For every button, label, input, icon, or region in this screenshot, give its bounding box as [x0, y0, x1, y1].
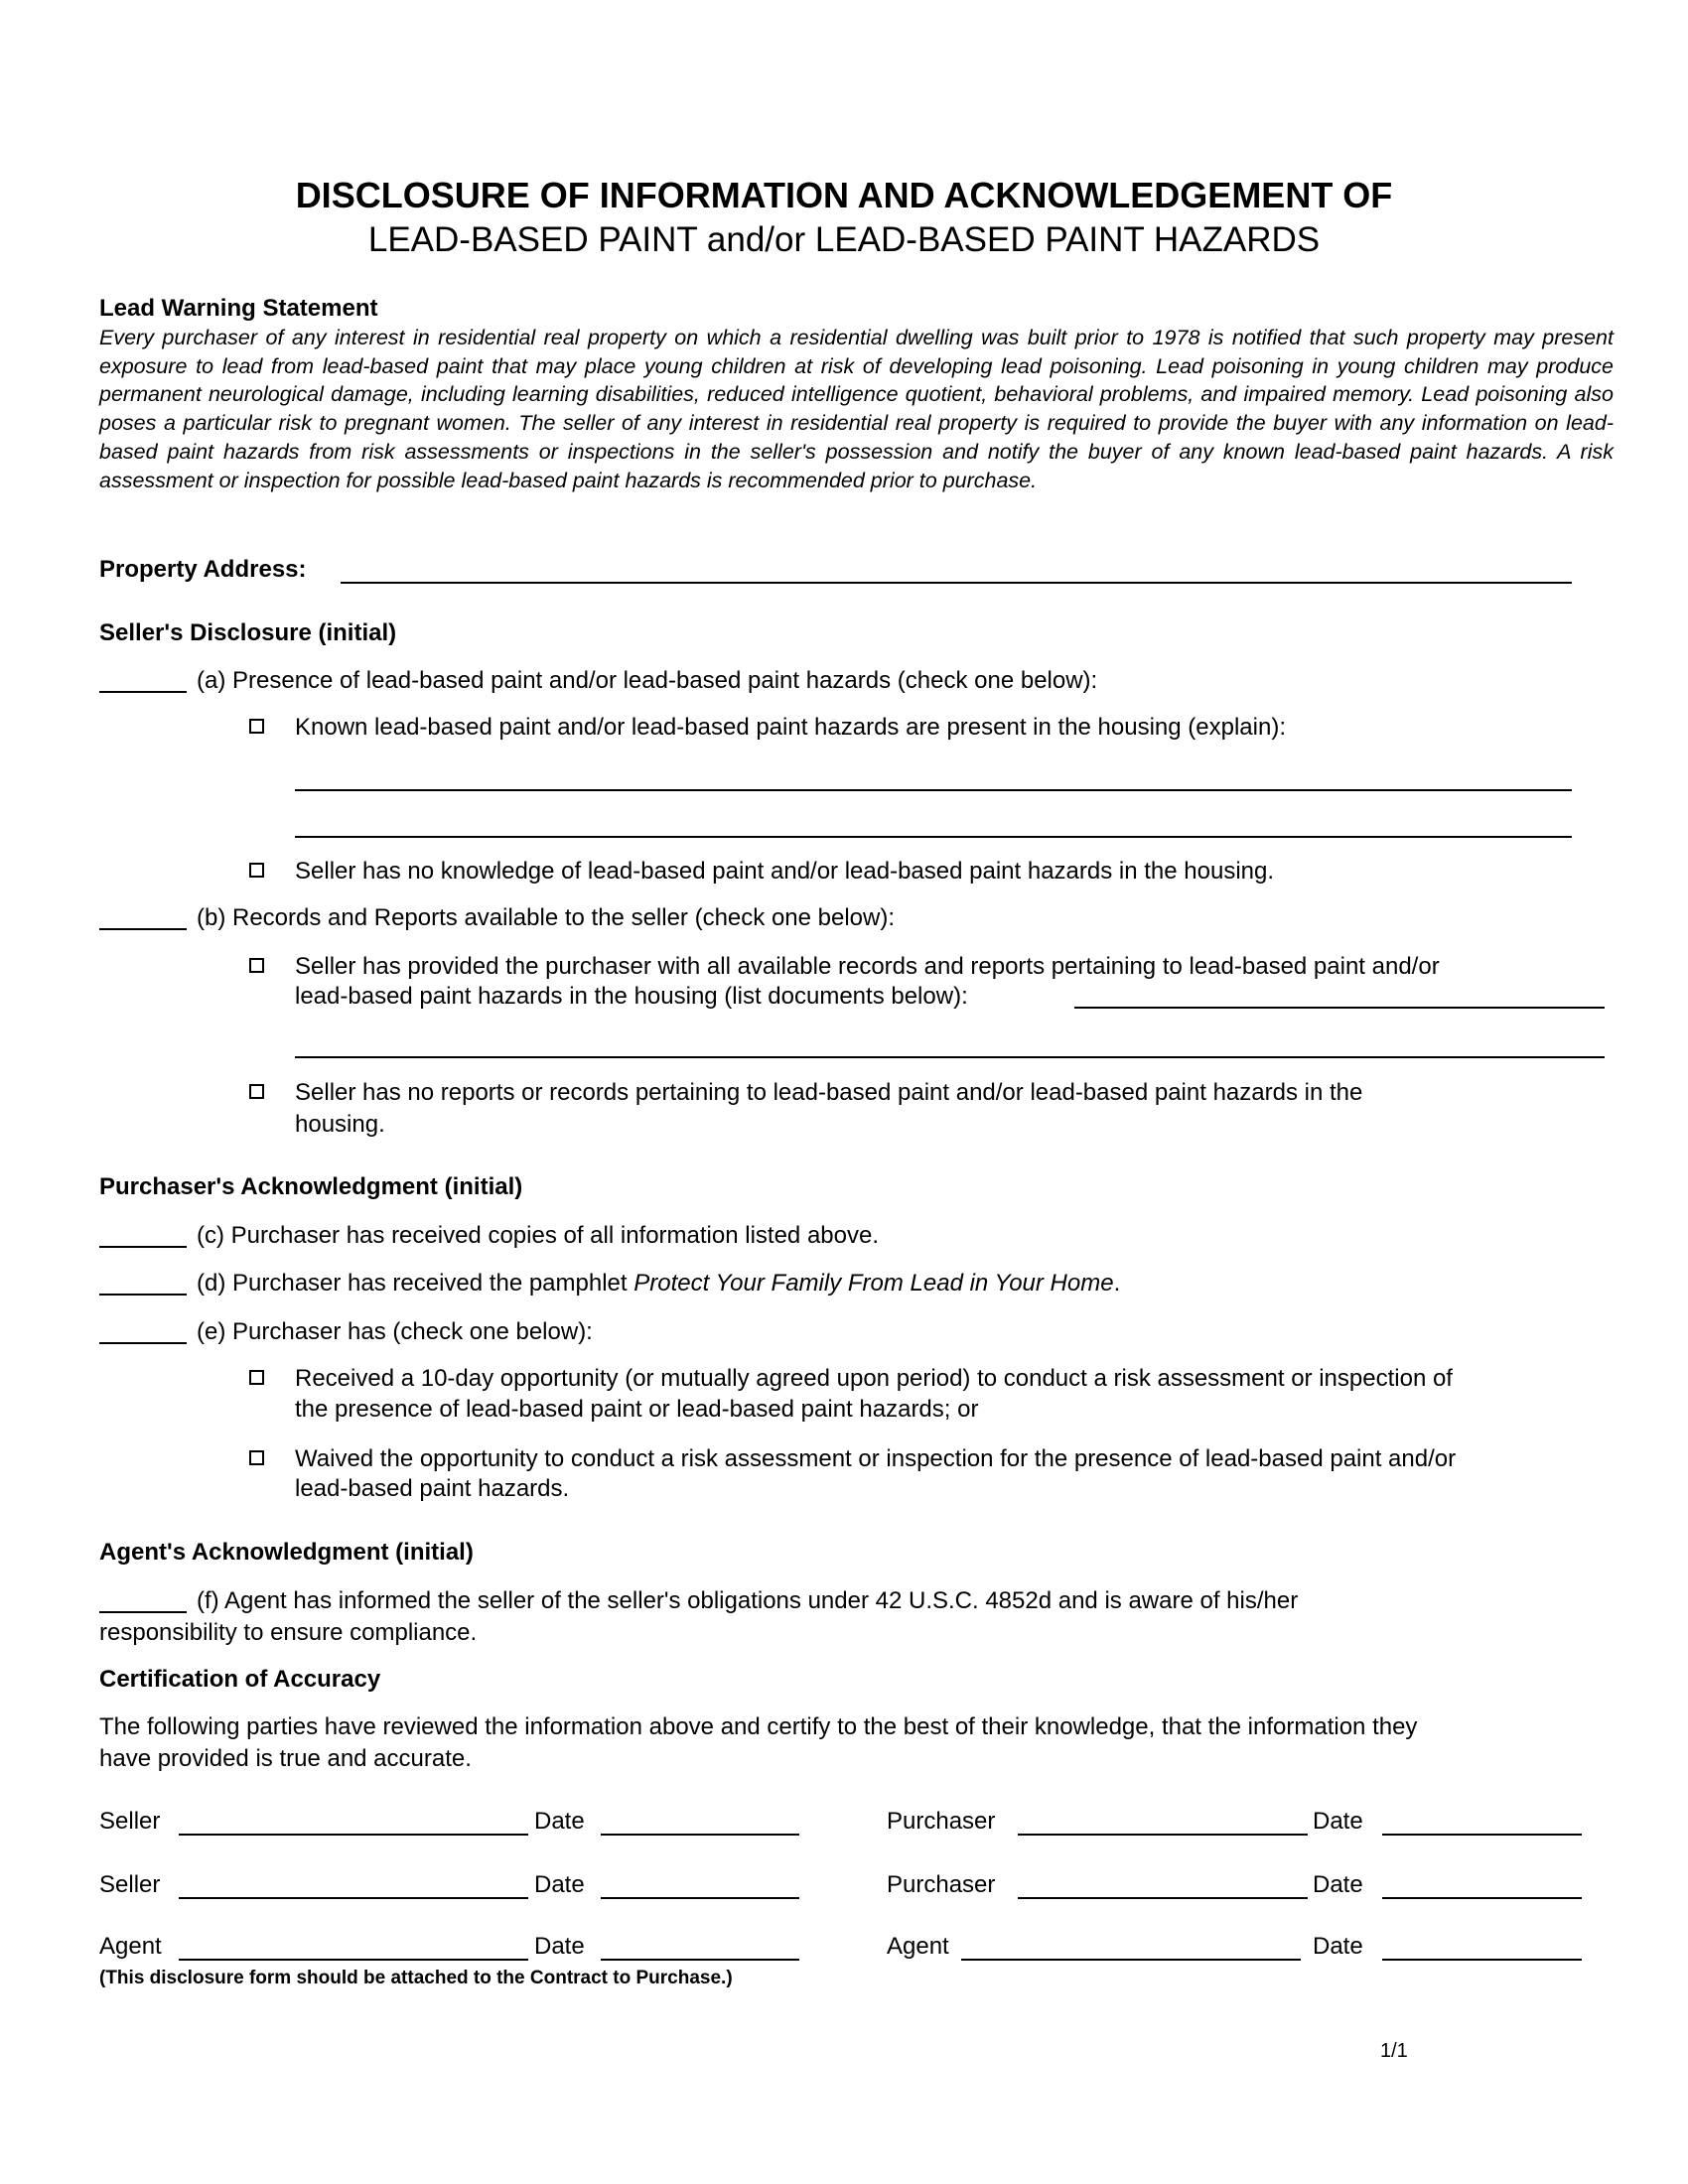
item-e-text: (e) Purchaser has (check one below): — [197, 1318, 593, 1345]
purchaser-2-label: Purchaser — [887, 1871, 996, 1898]
item-f-line1: (f) Agent has informed the seller of the seller's obligations under 42 U.S.C. 4852d and is aware of his/her — [197, 1587, 1299, 1614]
certification-heading: Certification of Accuracy — [99, 1666, 381, 1693]
purchaser-1-date-label: Date — [1313, 1808, 1363, 1835]
purchaser-1-date[interactable] — [1382, 1834, 1582, 1836]
lead-warning-heading: Lead Warning Statement — [99, 295, 378, 322]
purchaser-2-date-label: Date — [1313, 1871, 1363, 1898]
item-c-text: (c) Purchaser has received copies of all information listed above. — [197, 1222, 879, 1249]
known-lead-text: Known lead-based paint and/or lead-based paint hazards are present in the housing (explain): — [295, 714, 1286, 741]
received-line2: the presence of lead-based paint or lead-based paint hazards; or — [295, 1396, 979, 1423]
item-b-text: (b) Records and Reports available to the seller (check one below): — [197, 904, 896, 931]
agent-ack-heading: Agent's Acknowledgment (initial) — [99, 1539, 474, 1566]
property-address-label: Property Address: — [99, 556, 307, 583]
initial-field-b[interactable] — [99, 928, 187, 930]
initial-field-e[interactable] — [99, 1342, 187, 1344]
item-d-text — [197, 1270, 1120, 1297]
no-knowledge-text: Seller has no knowledge of lead-based paint and/or lead-based paint hazards in the housing. — [295, 858, 1275, 885]
item-d-suffix: . — [1113, 1270, 1121, 1297]
title-line-2: LEAD-BASED PAINT and/or LEAD-BASED PAINT HAZARDS — [367, 220, 1321, 259]
waived-line2: lead-based paint hazards. — [295, 1475, 570, 1502]
initial-field-c[interactable] — [99, 1246, 187, 1248]
documents-line-2[interactable] — [295, 1056, 1605, 1058]
received-line1: Received a 10-day opportunity (or mutually agreed upon period) to conduct a risk assessment or inspection of — [295, 1365, 1453, 1392]
waived-line1: Waived the opportunity to conduct a risk assessment or inspection for the presence of lead-based paint and/or — [295, 1445, 1457, 1472]
checkbox-known-lead[interactable] — [249, 719, 264, 734]
lead-warning-text: Every purchaser of any interest in residential real property on which a residential dwelling was built prior to 1978 is notified that such property may present exposure to lead from lead-based paint that may place young children at risk of developing lead poisoning. Lead poisoning in young children may produce permanent neurological damage, including learning disabilities, reduced intelligence quotient, behavioral problems, and impaired memory. Lead poisoning also poses a particular risk to pregnant women. The seller of any interest in residential real property is required to provide the buyer with any information on lead-based paint hazards from risk assessments or inspections in the seller's possession and notify the buyer of any known lead-based paint hazards. A risk assessment or inspection for possible lead-based paint hazards is recommended prior to purchase. — [99, 326, 1614, 492]
seller-2-label: Seller — [99, 1871, 161, 1898]
initial-field-a[interactable] — [99, 691, 187, 693]
pamphlet-title: Protect Your Family From Lead in Your Home — [633, 1270, 1114, 1297]
seller-2-date-label: Date — [534, 1871, 585, 1898]
no-reports-line1: Seller has no reports or records pertaining to lead-based paint and/or lead-based paint hazards in the — [295, 1079, 1363, 1106]
page-number: 1/1 — [1380, 2040, 1408, 2062]
initial-field-d[interactable] — [99, 1294, 187, 1296]
agent-2-date-label: Date — [1313, 1933, 1363, 1960]
agent-1-label: Agent — [99, 1933, 162, 1960]
agent-1-signature[interactable] — [179, 1959, 528, 1961]
seller-2-signature[interactable] — [179, 1897, 528, 1899]
provided-records-line1: Seller has provided the purchaser with all available records and reports pertaining to lead-based paint and/or — [295, 953, 1440, 980]
purchaser-1-label: Purchaser — [887, 1808, 996, 1835]
purchaser-2-date[interactable] — [1382, 1897, 1582, 1899]
certification-line1: The following parties have reviewed the information above and certify to the best of their knowledge, that the information they — [99, 1713, 1418, 1740]
checkbox-no-reports[interactable] — [249, 1084, 264, 1099]
title-line-1: DISCLOSURE OF INFORMATION AND ACKNOWLEDGEMENT OF — [295, 175, 1393, 215]
seller-1-signature[interactable] — [179, 1834, 528, 1836]
explain-line-1[interactable] — [295, 789, 1572, 791]
explain-line-2[interactable] — [295, 836, 1572, 838]
no-reports-line2: housing. — [295, 1111, 385, 1138]
agent-2-date[interactable] — [1382, 1959, 1582, 1961]
item-f-line2: responsibility to ensure compliance. — [99, 1619, 478, 1646]
purchaser-ack-heading: Purchaser's Acknowledgment (initial) — [99, 1173, 523, 1200]
agent-2-signature[interactable] — [961, 1959, 1301, 1961]
checkbox-waived-opportunity[interactable] — [249, 1450, 264, 1465]
certification-line2: have provided is true and accurate. — [99, 1745, 472, 1772]
seller-1-label: Seller — [99, 1808, 161, 1835]
seller-1-date-label: Date — [534, 1808, 585, 1835]
initial-field-f[interactable] — [99, 1611, 187, 1613]
property-address-field[interactable] — [341, 582, 1572, 584]
seller-1-date[interactable] — [601, 1834, 799, 1836]
attachment-note: (This disclosure form should be attached to the Contract to Purchase.) — [99, 1968, 733, 1988]
purchaser-2-signature[interactable] — [1018, 1897, 1308, 1899]
provided-records-line2: lead-based paint hazards in the housing (list documents below): — [295, 983, 968, 1010]
item-d-prefix: (d) Purchaser has received the pamphlet — [197, 1270, 634, 1297]
item-a-text: (a) Presence of lead-based paint and/or lead-based paint hazards (check one below): — [197, 667, 1098, 694]
agent-1-date-label: Date — [534, 1933, 585, 1960]
documents-line-1[interactable] — [1074, 1007, 1605, 1009]
purchaser-1-signature[interactable] — [1018, 1834, 1308, 1836]
agent-1-date[interactable] — [601, 1959, 799, 1961]
seller-disclosure-heading: Seller's Disclosure (initial) — [99, 619, 397, 646]
checkbox-no-knowledge[interactable] — [249, 863, 264, 878]
checkbox-provided-records[interactable] — [249, 958, 264, 973]
seller-2-date[interactable] — [601, 1897, 799, 1899]
checkbox-received-opportunity[interactable] — [249, 1370, 264, 1385]
agent-2-label: Agent — [887, 1933, 949, 1960]
